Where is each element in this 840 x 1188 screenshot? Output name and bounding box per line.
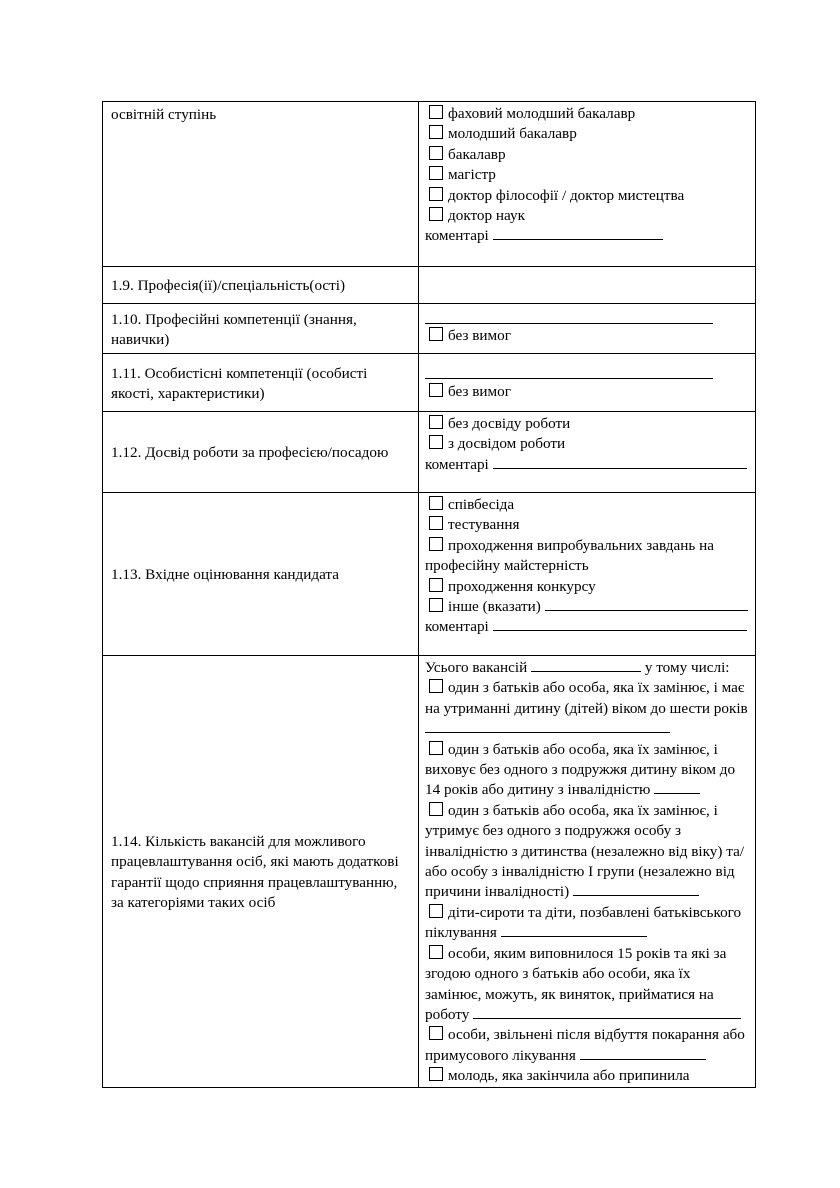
degree-option[interactable]: магістр (425, 165, 749, 185)
row-1-10 (103, 304, 756, 354)
vacancies-label: 1.14. Кількість вакансій для можливого працевлаштування осіб, які мають додаткові гарантії щодо сприяння працевлаштуванню, за категоріями таких осіб (111, 832, 399, 912)
checkbox[interactable] (429, 383, 443, 397)
checkbox[interactable] (429, 598, 443, 612)
degree-option[interactable]: фаховий молодший бакалавр (425, 104, 749, 124)
degree-options-cell (419, 102, 756, 267)
assessment-option[interactable]: тестування (425, 515, 749, 535)
assessment-option[interactable]: проходження конкурсу (425, 577, 749, 597)
no-requirements-option[interactable]: без вимог (425, 382, 749, 402)
experience-label: 1.12. Досвід роботи за професією/посадою (111, 444, 389, 462)
row-1-14 (103, 656, 756, 1088)
checkbox[interactable] (429, 516, 443, 530)
experience-option[interactable]: з досвідом роботи (425, 434, 749, 454)
profession-value-cell[interactable] (419, 267, 756, 304)
professional-competencies-label: 1.10. Професійні компетенції (знання, навички) (111, 310, 357, 348)
vacancy-category[interactable]: діти-сироти та діти, позбавлені батьківського піклування (425, 903, 742, 942)
vacancy-category[interactable]: один з батьків або особа, яка їх замінює, і має на утриманні дитину (дітей) віком до шести років (425, 678, 749, 739)
degree-option[interactable]: доктор філософії / доктор мистецтва (425, 186, 749, 206)
personal-competencies-label-cell (103, 354, 419, 412)
personal-competencies-cell (419, 354, 756, 412)
checkbox[interactable] (429, 1026, 443, 1040)
degree-option[interactable]: бакалавр (425, 145, 749, 165)
checkbox[interactable] (429, 435, 443, 449)
count-blank[interactable] (580, 1046, 706, 1060)
professional-competencies-cell (419, 304, 756, 354)
total-vacancies-blank[interactable] (531, 658, 641, 672)
count-blank[interactable] (473, 1005, 741, 1019)
count-blank[interactable] (501, 923, 647, 937)
assessment-comments[interactable]: коментарі (425, 617, 749, 637)
comments-blank[interactable] (493, 617, 747, 631)
checkbox[interactable] (429, 105, 443, 119)
row-1-9 (103, 267, 756, 304)
assessment-cell (419, 493, 756, 656)
row-1-11 (103, 354, 756, 412)
experience-comments[interactable]: коментарі (425, 455, 749, 475)
checkbox[interactable] (429, 945, 443, 959)
vacancy-category[interactable]: один з батьків або особа, яка їх замінює, і виховує без одного з подружжя дитину віком до 14 років або дитину з інвалідністю (425, 740, 736, 799)
checkbox[interactable] (429, 802, 443, 816)
comments-blank[interactable] (493, 455, 747, 469)
degree-label: освітній ступінь (111, 106, 217, 123)
vacancy-category[interactable]: один з батьків або особа, яка їх замінює, і утримує без одного з подружжя особу з інвалідністю з дитинства (незалежно від віку) та/або особу з інвалідністю I групи (незалежно від причини інвалідності) (425, 801, 745, 901)
vacancy-category[interactable]: особи, яким виповнилося 15 років та які за згодою одного з батьків або особи, яка їх замінює, можуть, як виняток, прийматися на роботу (425, 944, 749, 1026)
professional-competencies-label-cell (103, 304, 419, 354)
experience-label-cell (103, 412, 419, 493)
assessment-option-other[interactable]: інше (вказати) (425, 597, 749, 617)
other-blank[interactable] (545, 597, 748, 611)
vacancies-label-cell (103, 656, 419, 1088)
checkbox[interactable] (429, 741, 443, 755)
count-blank[interactable] (573, 882, 699, 896)
checkbox[interactable] (429, 125, 443, 139)
degree-option[interactable]: молодший бакалавр (425, 124, 749, 144)
checkbox[interactable] (429, 166, 443, 180)
vacancy-category[interactable]: молодь, яка закінчила або припинила (425, 1066, 749, 1086)
checkbox[interactable] (429, 187, 443, 201)
checkbox[interactable] (429, 537, 443, 551)
competencies-line[interactable] (425, 306, 749, 326)
no-requirements-option[interactable]: без вимог (425, 326, 749, 346)
checkbox[interactable] (429, 904, 443, 918)
total-vacancies[interactable]: Усього вакансій у тому числі: (425, 659, 730, 676)
row-education-degree (103, 102, 756, 267)
experience-cell (419, 412, 756, 493)
count-blank[interactable] (425, 719, 670, 733)
checkbox[interactable] (429, 415, 443, 429)
checkbox[interactable] (429, 496, 443, 510)
checkbox[interactable] (429, 207, 443, 221)
checkbox[interactable] (429, 1067, 443, 1081)
checkbox[interactable] (429, 578, 443, 592)
assessment-label-cell (103, 493, 419, 656)
comments-blank[interactable] (493, 226, 663, 240)
count-blank[interactable] (654, 780, 700, 794)
degree-comments[interactable]: коментарі (425, 226, 749, 246)
degree-option[interactable]: доктор наук (425, 206, 749, 226)
vacancy-category[interactable]: особи, звільнені після відбуття покарання або примусового лікування (425, 1026, 745, 1064)
checkbox[interactable] (429, 679, 443, 693)
personal-competencies-label: 1.11. Особистісні компетенції (особисті якості, характеристики) (111, 364, 368, 402)
profession-label-cell (103, 267, 419, 304)
competencies-blank[interactable] (425, 310, 713, 324)
checkbox[interactable] (429, 146, 443, 160)
personal-blank[interactable] (425, 365, 713, 379)
row-1-13 (103, 493, 756, 656)
form-table (102, 101, 756, 1088)
experience-option[interactable]: без досвіду роботи (425, 414, 749, 434)
assessment-option[interactable]: проходження випробувальних завдань на (425, 536, 749, 556)
assessment-label: 1.13. Вхідне оцінювання кандидата (111, 566, 339, 584)
row-1-12 (103, 412, 756, 493)
assessment-option[interactable]: співбесіда (425, 495, 749, 515)
assessment-option-continuation: професійну майстерність (425, 557, 589, 575)
vacancies-cell (419, 656, 756, 1088)
profession-label: 1.9. Професія(ії)/спеціальність(ості) (111, 277, 346, 295)
degree-label-cell (103, 102, 419, 267)
checkbox[interactable] (429, 327, 443, 341)
personal-line[interactable] (425, 356, 749, 382)
